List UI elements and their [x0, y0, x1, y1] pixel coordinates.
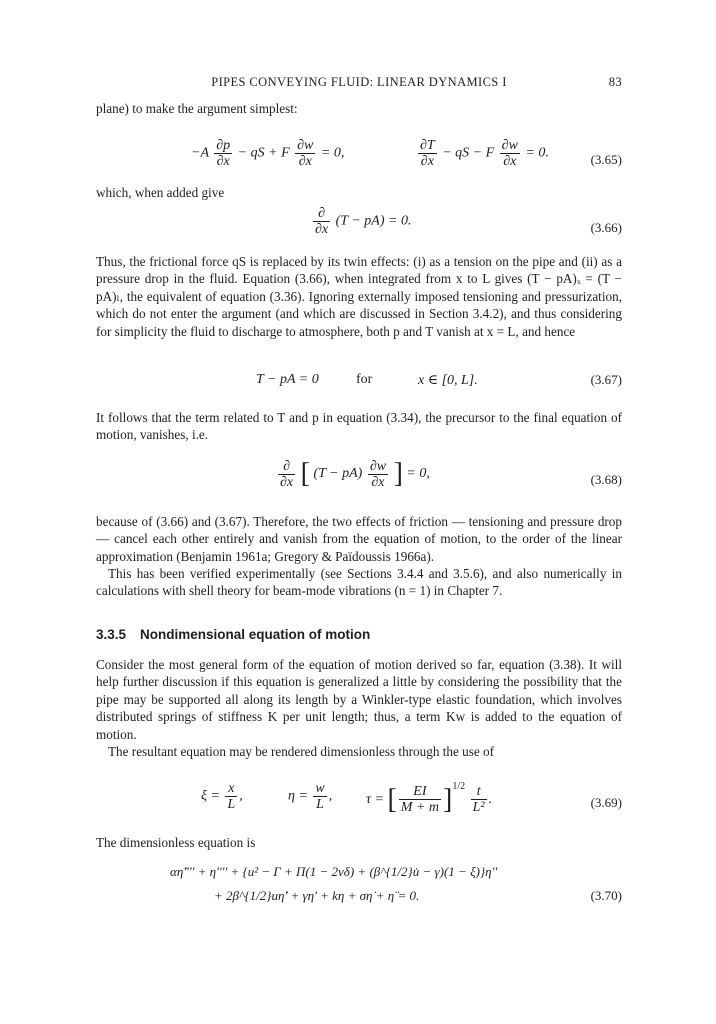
numerator: ∂: [313, 206, 330, 222]
numerator: ∂: [278, 459, 295, 475]
denominator: L: [227, 797, 236, 812]
paragraph-intro: plane) to make the argument simplest:: [96, 101, 298, 116]
eq-3-67-for: for: [356, 372, 373, 387]
eq-term: = 0.: [525, 145, 549, 161]
exponent: 1/2: [452, 781, 466, 792]
paragraph-resultant: The resultant equation may be rendered dimensionless through the use of: [108, 744, 494, 759]
denominator: L²: [472, 800, 485, 816]
eq-term: = 0,: [320, 145, 345, 161]
denominator: ∂x: [315, 222, 329, 237]
numerator: w: [315, 781, 325, 796]
eq-3-69-eta: η = $\frac{w}{L}$ ,: [288, 781, 333, 812]
eq-3-65-part2: [416, 138, 549, 169]
right-bracket: ]: [393, 458, 403, 489]
eq-3-67-lhs: T − pA = 0: [256, 372, 319, 387]
eq-fraction: [313, 206, 330, 237]
paragraph-consider: Consider the most general form of the equation of motion derived so far, equation (3.38). It will help further discussion if this equation is generalized a little by considering the possibility that the pipe may be supported all along its length by a Winkler-type elastic foundation, which involves distributed springs of stiffness K per unit length; thus, a term Kw is added to the equation of motion.: [96, 657, 622, 742]
numerator: t: [471, 784, 487, 800]
eq-3-66-body: [311, 206, 411, 237]
equation-number: (3.70): [590, 888, 622, 903]
numerator: ∂w: [501, 138, 518, 153]
denominator: ∂x: [216, 154, 230, 169]
eq-fraction: [471, 784, 487, 815]
eq-fraction: [418, 138, 437, 169]
running-head-title: PIPES CONVEYING FLUID: LINEAR DYNAMICS I: [211, 75, 507, 89]
paragraph-friction: Thus, the frictional force qS is replaced by its twin effects: (i) as a tension on the pipe and (ii) as a pressure drop in the fluid. Equation (3.66), when integrated from x to L gives (T − pA)ₓ = (T − pA)ₗ, the equivalent of equation (3.36). Ignoring externally imposed tensioning and pressurization, which do not enter the argument (and which are discussed in Section 3.4.2), and thus considering for simplicity the fluid to discharge to atmosphere, both p and T vanish at x = L, and hence: [96, 254, 622, 339]
paragraph-follows: It follows that the term related to T and p in equation (3.34), the precursor to the final equation of motion, vanishes, i.e.: [96, 410, 622, 443]
numerator: ∂p: [216, 138, 231, 153]
denominator: ∂x: [420, 154, 434, 169]
denominator: M + m: [400, 800, 440, 816]
eq-term: = 0,: [406, 466, 430, 482]
eq-3-68-body: [276, 458, 430, 490]
eq-fraction: [399, 784, 441, 815]
section-title: Nondimensional equation of motion: [140, 627, 371, 642]
running-head: [96, 75, 622, 93]
denominator: L: [316, 797, 324, 812]
eq-fraction: [278, 459, 295, 490]
eq-fraction: [500, 138, 520, 169]
numerator: EI: [399, 784, 441, 800]
denominator: ∂x: [298, 154, 312, 169]
paragraph-dimensionless: The dimensionless equation is: [96, 835, 256, 850]
equation-number: (3.67): [590, 372, 622, 387]
left-bracket: [: [300, 458, 310, 489]
eq-term: (T − pA) = 0.: [335, 213, 412, 229]
denominator: ∂x: [371, 474, 385, 490]
equation-number: (3.68): [590, 472, 622, 487]
eq-term: ξ =: [201, 788, 220, 804]
eq-fraction: [313, 781, 326, 812]
eq-term: τ =: [366, 792, 384, 807]
left-bracket: [: [387, 783, 397, 815]
eq-3-67-rhs: x ∈ [0, L].: [418, 373, 478, 388]
eq-3-69-xi: ξ = $\frac{x}{L}$ ,: [201, 781, 243, 812]
section-number: 3.3.5: [96, 627, 127, 642]
eq-3-70-line2: + 2β^{1/2}uη̇' + γη' + kη + ση̇ + η̈ = 0.: [214, 888, 420, 903]
eq-3-69-tau: τ = [ $\frac{EI}{M + m}$ ]$^{1/2}$ $\frac{t}{\text{L²}}$ .: [366, 781, 493, 816]
right-bracket: ]: [443, 783, 453, 815]
denominator: ∂x: [280, 474, 294, 490]
equation-number: (3.66): [590, 220, 622, 235]
eq-fraction: [225, 781, 237, 812]
denominator: ∂x: [503, 154, 517, 169]
paragraph-added: which, when added give: [96, 185, 225, 200]
equation-number: (3.69): [590, 795, 622, 810]
numerator: ∂T: [420, 138, 435, 153]
eq-term: η =: [288, 788, 308, 804]
eq-term: − qS − F: [442, 145, 495, 161]
eq-3-65-part1: [191, 138, 344, 169]
paragraph-verified: This has been verified experimentally (see Sections 3.4.4 and 3.5.6), and also numerically in calculations with shell theory for beam-mode vibrations (n = 1) in Chapter 7.: [96, 566, 622, 599]
numerator: ∂w: [297, 138, 314, 153]
paragraph-because: because of (3.66) and (3.67). Therefore, the two effects of friction — tensioning and pressure drop — cancel each other entirely and vanish from the equation of motion, to the order of the linear approximation (Benjamin 1961a; Gregory & Païdoussis 1966a).: [96, 514, 622, 564]
eq-term: − qS + F: [237, 145, 290, 161]
eq-term: −A: [191, 145, 209, 161]
section-heading: [96, 627, 370, 642]
page-number: 83: [608, 75, 622, 89]
numerator: ∂w: [369, 458, 387, 474]
equation-number: (3.65): [590, 152, 622, 167]
eq-fraction: [214, 138, 232, 169]
eq-fraction: [368, 459, 388, 490]
eq-3-70-line1: αη̇'''' + η'''' + {u² − Γ + Π(1 − 2νδ) + (β^{1/2}u̇ − γ)(1 − ξ)}η'': [170, 864, 498, 879]
eq-term: (T − pA): [313, 466, 363, 482]
numerator: x: [225, 781, 237, 797]
eq-fraction: [295, 138, 315, 169]
